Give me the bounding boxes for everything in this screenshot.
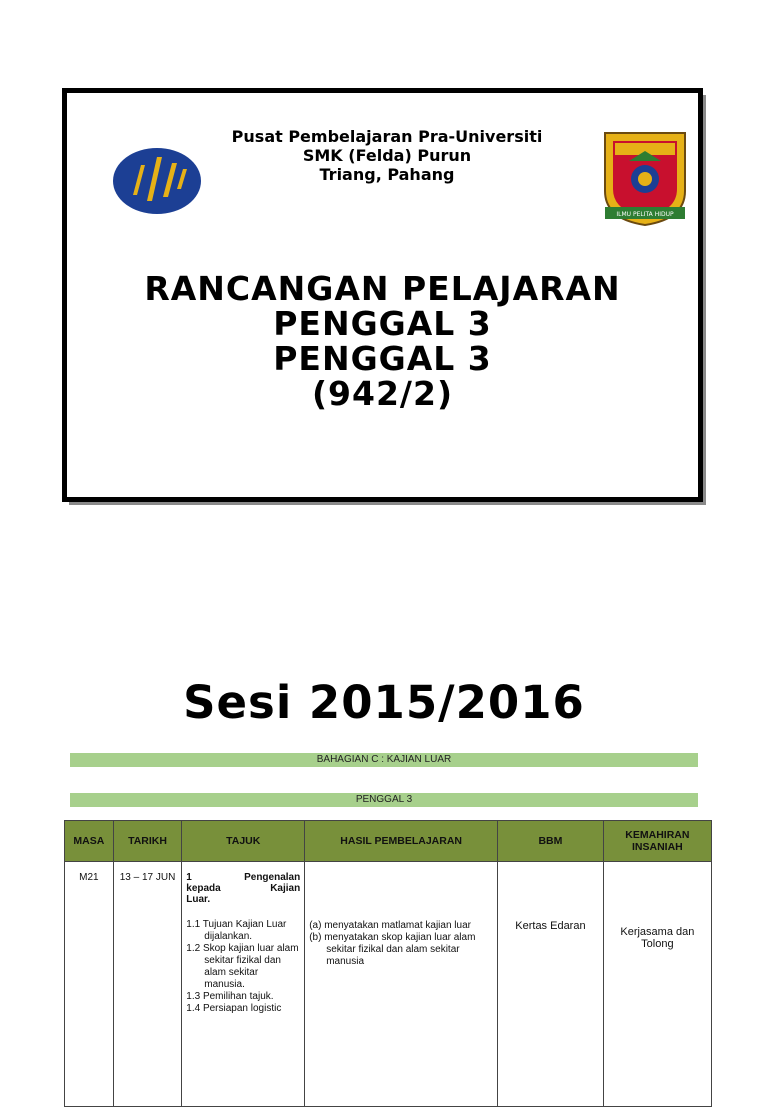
- org-name: Pusat Pembelajaran Pra-Universiti: [231, 127, 543, 146]
- session-heading: Sesi 2015/2016: [183, 676, 585, 729]
- document-title: [67, 271, 698, 411]
- topic-line: 1 Pengenalan: [186, 872, 301, 883]
- outcome-list: [309, 920, 493, 968]
- subtopic-item: 1.4 Persiapan logistic: [186, 1003, 282, 1014]
- hasil-cell: [305, 862, 498, 1107]
- organization-heading: [207, 127, 567, 184]
- lesson-plan-table: [64, 820, 712, 1107]
- subject-code: (942/2): [311, 374, 454, 413]
- outcome-item: (b) menyatakan skop kajian luar alam sekitar fizikal dan alam sekitar manusia: [309, 932, 476, 967]
- term-bar: PENGGAL 3: [70, 793, 698, 807]
- kemahiran-cell: Kerjasama dan Tolong: [603, 862, 711, 1107]
- topic-line: kepada Kajian: [186, 883, 301, 894]
- subtopic-item: 1.2 Skop kajian luar alam sekitar fizikal dan alam sekitar manusia.: [186, 943, 299, 990]
- ministry-logo-icon: [111, 145, 203, 217]
- masa-cell: M21: [65, 862, 114, 1107]
- subtopic-list: [186, 919, 300, 1015]
- topic-heading: [186, 872, 300, 905]
- title-line: PENGGAL 3: [273, 339, 492, 378]
- crest-motto: ILMU PELITA HIDUP: [616, 211, 674, 218]
- column-header: HASIL PEMBELAJARAN: [305, 821, 498, 862]
- bbm-cell: Kertas Edaran: [498, 862, 604, 1107]
- outcome-item: (a) menyatakan matlamat kajian luar: [309, 920, 471, 931]
- title-line: PENGGAL 3: [273, 304, 492, 343]
- column-header: BBM: [498, 821, 604, 862]
- section-bar: BAHAGIAN C : KAJIAN LUAR: [70, 753, 698, 767]
- school-crest-icon: [599, 127, 691, 227]
- subtopic-item: 1.1 Tujuan Kajian Luar dijalankan.: [186, 919, 287, 942]
- school-location: Triang, Pahang: [319, 165, 455, 184]
- table-header-row: [65, 821, 712, 862]
- cover-box: [62, 88, 703, 502]
- table-row: [65, 862, 712, 1107]
- title-line: RANCANGAN PELAJARAN: [144, 269, 621, 308]
- tarikh-cell: 13 – 17 JUN: [113, 862, 182, 1107]
- column-header: TAJUK: [182, 821, 305, 862]
- column-header: MASA: [65, 821, 114, 862]
- school-name: SMK (Felda) Purun: [302, 146, 472, 165]
- topic-line: Luar.: [186, 894, 211, 905]
- column-header: TARIKH: [113, 821, 182, 862]
- subtopic-item: 1.3 Pemilihan tajuk.: [186, 991, 274, 1002]
- column-header: KEMAHIRAN INSANIAH: [603, 821, 711, 862]
- tajuk-cell: [182, 862, 305, 1107]
